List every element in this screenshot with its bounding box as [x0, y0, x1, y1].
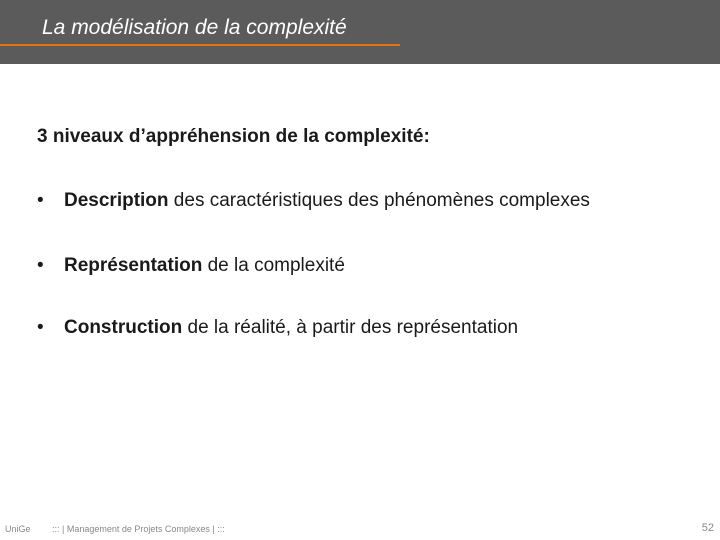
bullet-text — [64, 190, 590, 212]
slide-title: La modélisation de la complexité — [42, 16, 347, 39]
title-accent-line — [0, 44, 400, 46]
page-number: 52 — [701, 522, 714, 534]
intro-heading: 3 niveaux d’appréhension de la complexité: — [37, 126, 430, 147]
bullet-term: Description — [64, 190, 169, 211]
bullet-dot: • — [37, 190, 44, 211]
bullet-dot: • — [37, 255, 44, 276]
bullet-term: Construction — [64, 317, 183, 338]
bullet-term: Représentation — [64, 255, 203, 276]
bullet-text — [64, 317, 518, 339]
bullet-dot: • — [37, 317, 44, 338]
footer-course-name: ::: | Management de Projets Complexes | ::: — [52, 524, 225, 534]
bullet-rest: de la réalité, à partir des représentation — [182, 317, 519, 338]
bullet-rest: des caractéristiques des phénomènes complexes — [168, 190, 590, 211]
bullet-rest: de la complexité — [202, 255, 345, 276]
footer-institution: UniGe — [5, 524, 31, 534]
bullet-text — [64, 255, 345, 277]
